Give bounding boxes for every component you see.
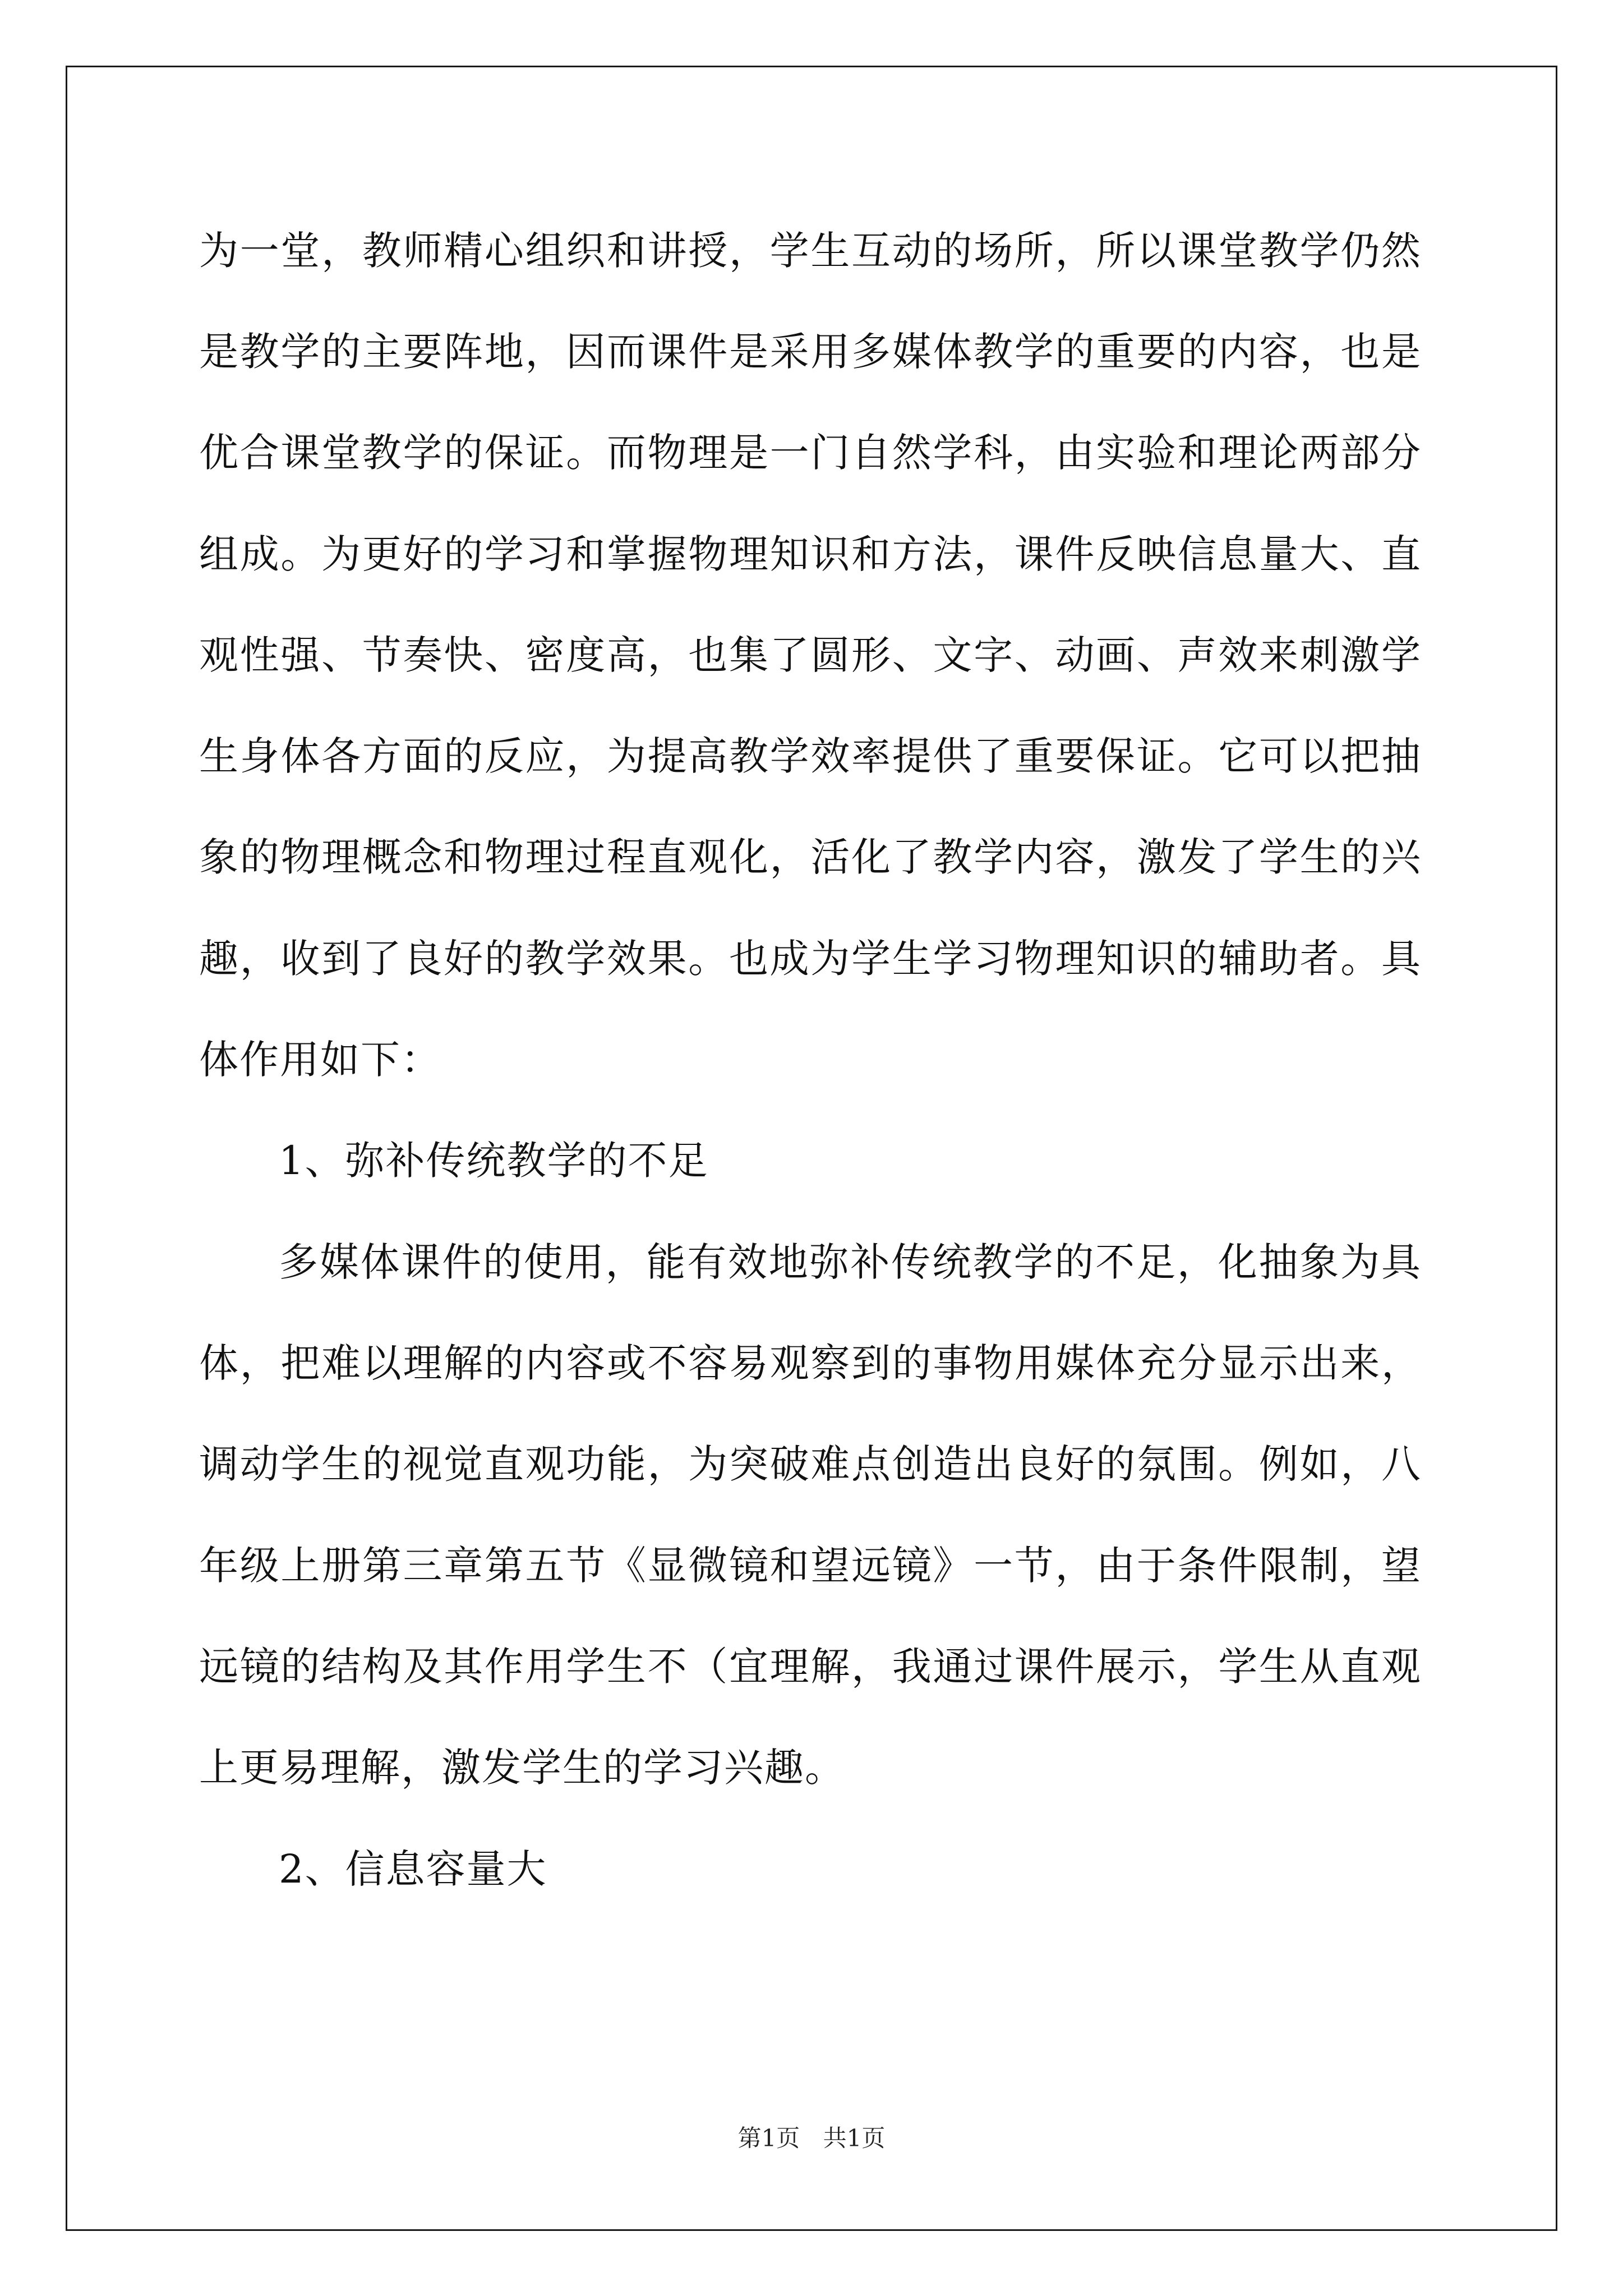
text-line: 年级上册第三章第五节《显微镜和望远镜》一节，由于条件限制，望 bbox=[199, 1543, 1422, 1589]
page-number-total: 共1页 bbox=[823, 2124, 886, 2152]
section-heading: 1、弥补传统教学的不足 bbox=[279, 1138, 709, 1184]
page-number-current: 第1页 bbox=[737, 2124, 800, 2152]
text-line: 调动学生的视觉直观功能，为突破难点创造出良好的氛围。例如，八 bbox=[199, 1441, 1422, 1487]
text-line: 上更易理解，激发学生的学习兴趣。 bbox=[199, 1745, 845, 1791]
page-footer bbox=[0, 2122, 1623, 2155]
text-line: 组成。为更好的学习和掌握物理知识和方法，课件反映信息量大、直 bbox=[199, 531, 1422, 577]
text-line: 生身体各方面的反应，为提高教学效率提供了重要保证。它可以把抽 bbox=[199, 733, 1422, 779]
text-line: 为一堂，教师精心组织和讲授，学生互动的场所，所以课堂教学仍然 bbox=[199, 228, 1422, 274]
text-line: 象的物理概念和物理过程直观化，活化了教学内容，激发了学生的兴 bbox=[199, 834, 1422, 880]
text-line: 体作用如下： bbox=[199, 1037, 441, 1083]
text-line: 多媒体课件的使用，能有效地弥补传统教学的不足，化抽象为具 bbox=[279, 1239, 1422, 1285]
text-line: 体，把难以理解的内容或不容易观察到的事物用媒体充分显示出来， bbox=[199, 1340, 1422, 1386]
text-line: 趣，收到了良好的教学效果。也成为学生学习物理知识的辅助者。具 bbox=[199, 936, 1422, 982]
text-line: 是教学的主要阵地，因而课件是采用多媒体教学的重要的内容，也是 bbox=[199, 329, 1422, 375]
text-line: 观性强、节奏快、密度高，也集了圆形、文字、动画、声效来刺激学 bbox=[199, 632, 1422, 678]
text-line: 优合课堂教学的保证。而物理是一门自然学科，由实验和理论两部分 bbox=[199, 430, 1422, 476]
text-line: 远镜的结构及其作用学生不（宜理解，我通过课件展示，学生从直观 bbox=[199, 1644, 1422, 1690]
section-heading: 2、信息容量大 bbox=[279, 1846, 547, 1892]
